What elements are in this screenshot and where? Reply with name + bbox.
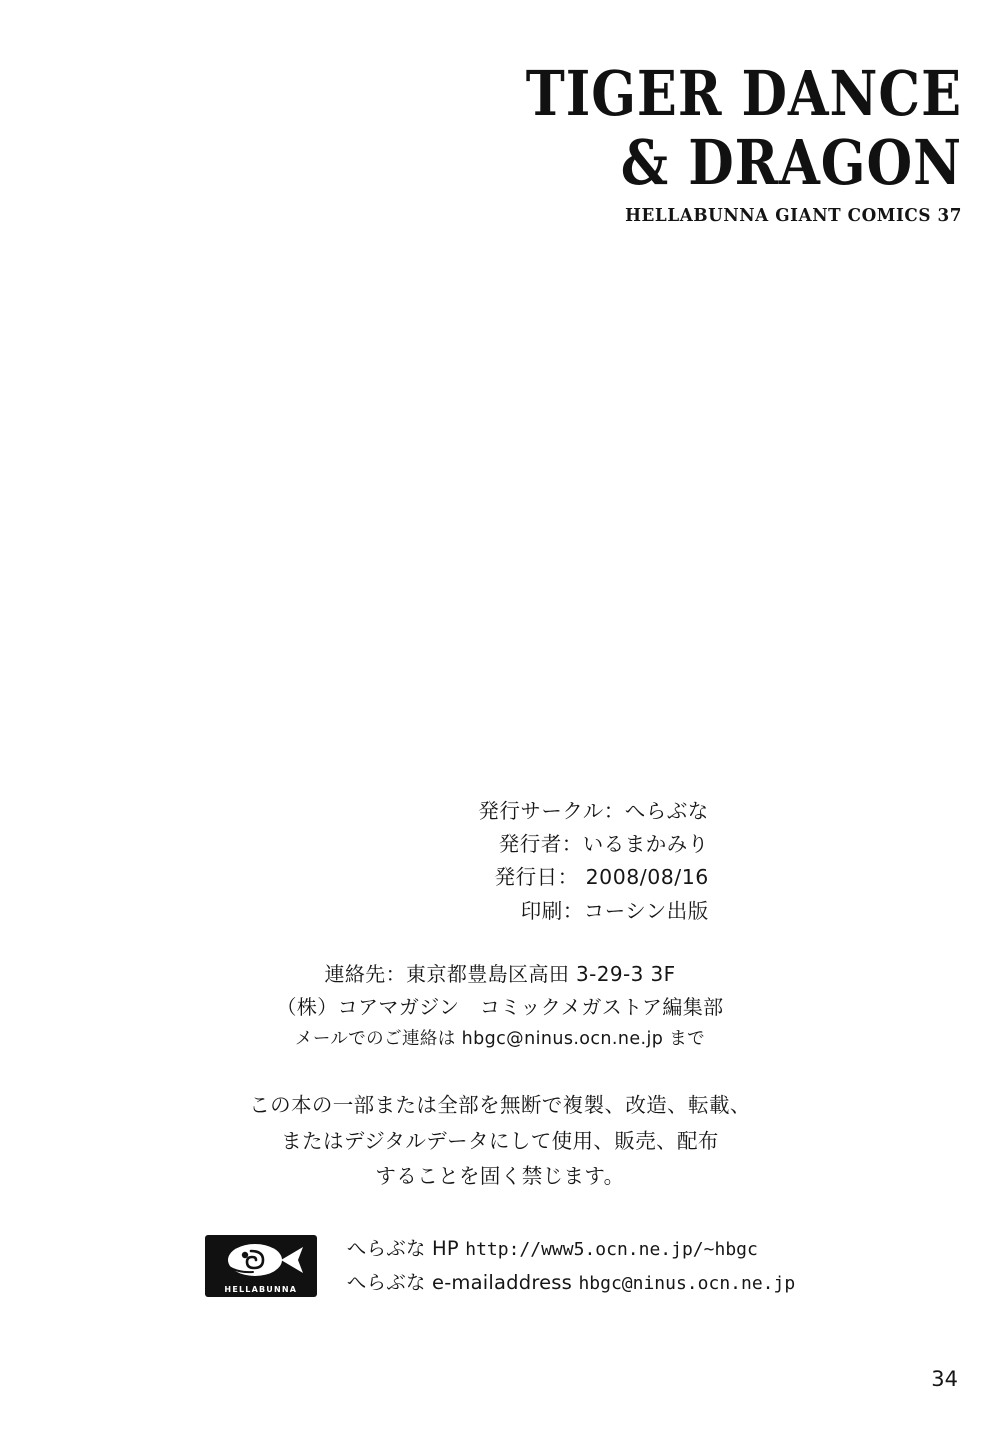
email-address[interactable]: hbgc@ninus.ocn.ne.jp: [578, 1272, 796, 1294]
email-line: [347, 1266, 795, 1300]
credit-line: 発行日： 2008/08/16: [494, 865, 709, 890]
notice-line: この本の一部または全部を無断で複製、改造、転載、: [249, 1093, 751, 1118]
logo-wordmark: HELLABUNNA: [224, 1284, 298, 1294]
fish-icon: [215, 1241, 307, 1279]
email-label: へらぶな e-mailaddress: [346, 1270, 573, 1294]
contact-publisher-line: （株）コアマガジン コミックメガストア編集部: [276, 995, 724, 1020]
title-line-1: TIGER DANCE: [525, 57, 962, 130]
page-number: 34: [931, 1367, 958, 1391]
credit-line: 発行者：いるまかみり: [498, 832, 709, 857]
contact-address-line: 連絡先：東京都豊島区高田 3-29-3 3F: [324, 961, 676, 986]
contact-block: [249, 958, 751, 1055]
notice-line: またはデジタルデータにして使用、販売、配布: [281, 1128, 719, 1153]
credits-block: [249, 795, 709, 928]
credit-line: 発行サークル：へらぶな: [478, 799, 709, 823]
notice-line: することを固く禁じます。: [375, 1163, 625, 1188]
hellabunna-logo: [205, 1235, 317, 1297]
contact-email-line: メールでのご連絡は hbgc@ninus.ocn.ne.jp まで: [294, 1029, 706, 1049]
homepage-url[interactable]: http://www5.ocn.ne.jp/~hbgc: [465, 1239, 758, 1260]
title-block: [162, 57, 962, 227]
title-line-2: & DRAGON: [620, 126, 962, 200]
copyright-notice: [249, 1088, 751, 1194]
homepage-label: へらぶな HP: [346, 1237, 459, 1260]
credit-line: 印刷：コーシン出版: [520, 898, 709, 923]
series-subtitle: HELLABUNNA GIANT COMICS 37: [625, 206, 962, 227]
footer-links: [347, 1232, 795, 1300]
colophon: [0, 795, 1000, 1194]
footer: [0, 1232, 1000, 1300]
homepage-line: [347, 1232, 795, 1266]
